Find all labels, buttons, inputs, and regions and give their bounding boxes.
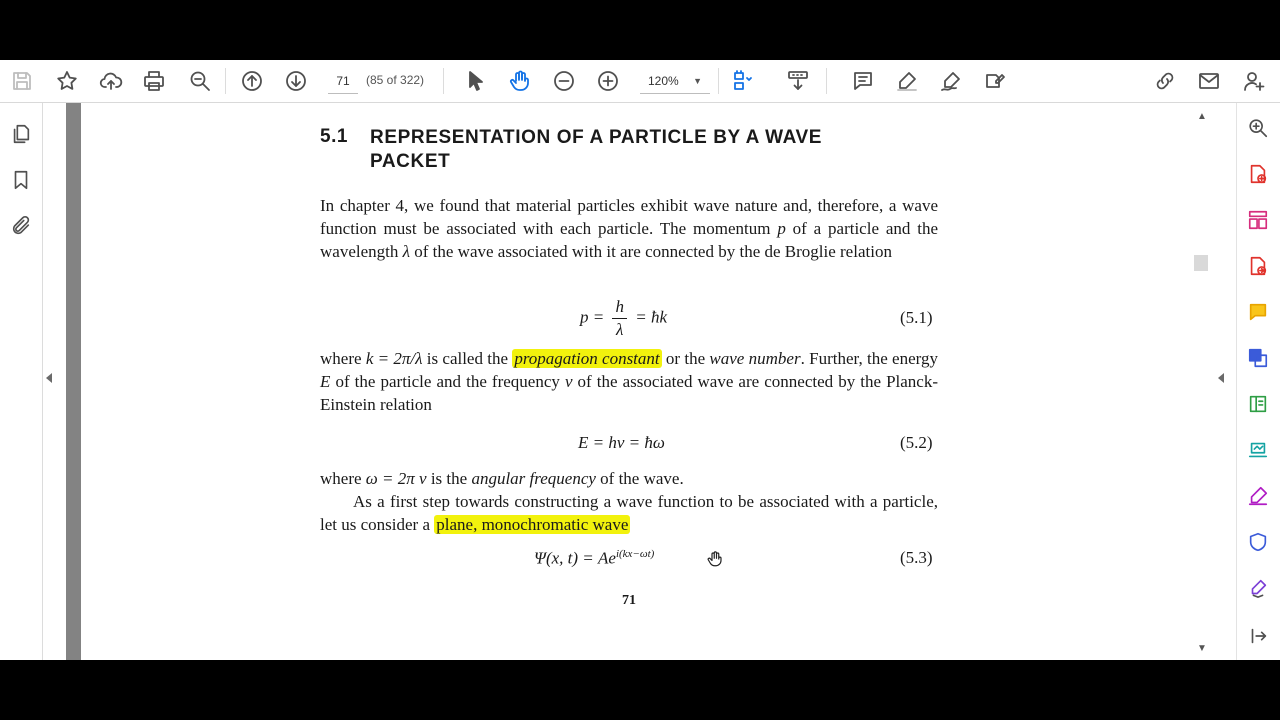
- hand-tool-icon[interactable]: [505, 66, 535, 96]
- pages-icon[interactable]: [6, 119, 36, 149]
- equation-5-2: E = hν = ħω: [578, 433, 665, 452]
- organize-pages-icon[interactable]: [1245, 207, 1271, 233]
- protect-icon[interactable]: [1245, 529, 1271, 555]
- create-pdf-icon[interactable]: [1245, 161, 1271, 187]
- paragraph-3: where ω = 2π ν is the angular frequency of the wave.: [320, 469, 684, 488]
- scroll-mode-icon[interactable]: [783, 66, 813, 96]
- request-sign-icon[interactable]: [1245, 437, 1271, 463]
- bookmark-star-icon[interactable]: [52, 66, 82, 96]
- scroll-down-icon[interactable]: ▼: [1197, 643, 1207, 654]
- highlight-annotation[interactable]: propagation constant: [514, 349, 660, 368]
- select-arrow-icon[interactable]: [461, 66, 491, 96]
- email-icon[interactable]: [1194, 66, 1224, 96]
- zoom-level-select[interactable]: [640, 69, 710, 94]
- hand-cursor-icon: [706, 550, 724, 573]
- sign-icon[interactable]: [936, 66, 966, 96]
- page-number-input[interactable]: 71: [328, 69, 358, 94]
- collapse-left-panel-icon[interactable]: [46, 373, 52, 383]
- section-number: 5.1: [320, 126, 348, 147]
- collapse-panel-icon[interactable]: [1245, 623, 1271, 649]
- attachments-icon[interactable]: [6, 211, 36, 241]
- highlight-pen-icon[interactable]: [892, 66, 922, 96]
- search-zoom-icon[interactable]: [1245, 115, 1271, 141]
- zoom-in-icon[interactable]: [593, 66, 623, 96]
- page-up-icon[interactable]: [237, 66, 267, 96]
- more-tools-icon[interactable]: [1245, 575, 1271, 601]
- paragraph-1: In chapter 4, we found that material particles exhibit wave nature and, therefore, a wave function must be associated with each particle. The momentum p of a particle and the wavelength λ of the wave associated with it are connected by the de Broglie relation: [320, 196, 938, 261]
- print-icon[interactable]: [139, 66, 169, 96]
- save-icon[interactable]: [7, 66, 37, 96]
- page-fit-icon[interactable]: [728, 66, 758, 96]
- section-title: REPRESENTATION OF A PARTICLE BY A WAVE PACKET: [370, 127, 823, 172]
- equation-5-3: Ψ(x, $t) = Ae^{i(kx-\omega t)}$: [534, 548, 655, 568]
- chevron-down-icon: ▼: [693, 76, 702, 86]
- paragraph-4: As a first step towards constructing a wave function to be associated with a particle, let us consider a plane, monochromatic wave: [320, 492, 938, 534]
- fill-sign-tool-icon[interactable]: [1245, 483, 1271, 509]
- equation-5-1: p = $\frac{h}{\lambda}$ = ħk: [580, 297, 668, 339]
- upload-cloud-icon[interactable]: [96, 66, 126, 96]
- zoom-out-icon[interactable]: [549, 66, 579, 96]
- scroll-up-icon[interactable]: ▲: [1197, 111, 1207, 122]
- add-user-icon[interactable]: [1239, 66, 1269, 96]
- vertical-scrollbar[interactable]: [1176, 103, 1210, 660]
- collapse-right-panel-icon[interactable]: [1218, 373, 1224, 383]
- equation-number-5-3: (5.3): [900, 548, 933, 567]
- comment-icon[interactable]: [848, 66, 878, 96]
- page-down-icon[interactable]: [281, 66, 311, 96]
- bookmarks-icon[interactable]: [6, 165, 36, 195]
- scroll-thumb[interactable]: [1194, 255, 1208, 271]
- fill-sign-icon[interactable]: [980, 66, 1010, 96]
- convert-icon[interactable]: [1245, 345, 1271, 371]
- main-toolbar: [0, 60, 1280, 103]
- paragraph-2: where k = 2π/λ is called the propagation constant or the wave number. Further, the energy E of the particle and the frequency ν of the associated wave are connected by the Planck-Einstein relation: [320, 349, 939, 414]
- edit-pdf-icon[interactable]: [1245, 391, 1271, 417]
- page-footer-number: 71: [622, 593, 636, 608]
- equation-number-5-2: (5.2): [900, 433, 933, 452]
- equation-number-5-1: (5.1): [900, 308, 933, 327]
- zoom-search-icon[interactable]: [185, 66, 215, 96]
- comment-tool-icon[interactable]: [1245, 299, 1271, 325]
- share-link-icon[interactable]: [1150, 66, 1180, 96]
- export-pdf-icon[interactable]: [1245, 253, 1271, 279]
- tools-rail: [1236, 103, 1280, 660]
- left-navigation-rail: [0, 103, 43, 660]
- highlight-annotation[interactable]: plane, monochromatic wave: [436, 515, 629, 534]
- zoom-level-value: 120%: [648, 74, 679, 88]
- page-count-label: (85 of 322): [366, 73, 425, 87]
